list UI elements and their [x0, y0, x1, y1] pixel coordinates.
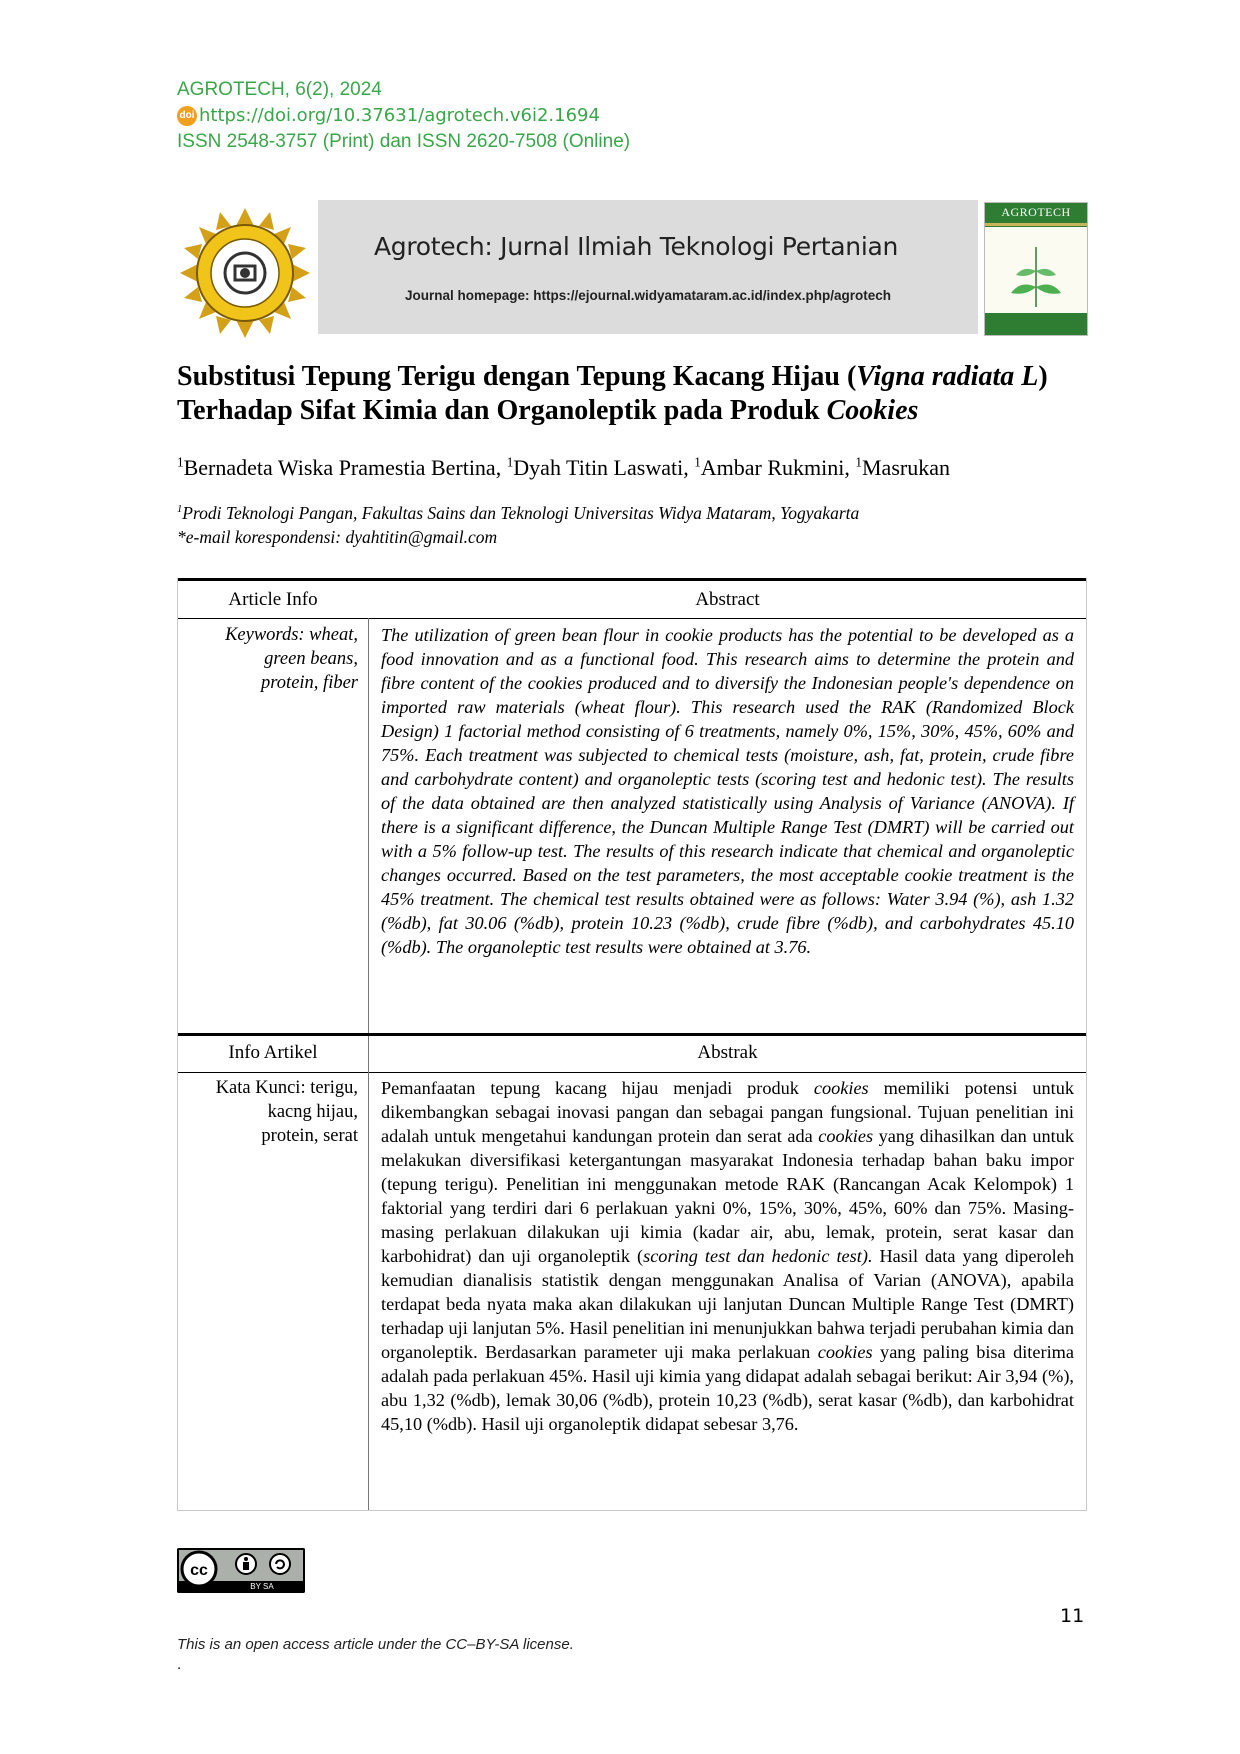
- journal-issn: ISSN 2548-3757 (Print) dan ISSN 2620-7508 (Online): [177, 131, 631, 152]
- cover-leaf-ornament: [985, 227, 1087, 313]
- corresponding-email[interactable]: *e-mail korespondensi: dyahtitin@gmail.com: [177, 527, 498, 547]
- cover-body: [985, 227, 1087, 313]
- university-seal-logo: [178, 206, 312, 340]
- section-rule: [178, 1033, 1086, 1036]
- article-info-header: Article Info: [228, 589, 318, 610]
- affiliation-block: [177, 501, 1077, 549]
- author-name: Ambar Rukmini,: [700, 455, 856, 480]
- journal-meta: [177, 77, 630, 155]
- author-name: Bernadeta Wiska Pramestia Bertina,: [183, 455, 507, 480]
- paper-title: Substitusi Tepung Terigu dengan Tepung Kacang Hijau (Vigna radiata L) Terhadap Sifat Kimia dan Organoleptik pada Produk Cookies: [177, 361, 1048, 426]
- svg-text:cc: cc: [190, 1562, 208, 1579]
- trailing-dot: .: [177, 1656, 182, 1673]
- author-name: Masrukan: [862, 455, 950, 480]
- table-top-rule: [178, 578, 1086, 581]
- column-divider-id: [368, 1036, 369, 1510]
- column-divider: [368, 618, 369, 1033]
- keywords-id: Kata Kunci: terigu, kacng hijau, protein, serat: [215, 1078, 358, 1146]
- abstrak-header: Abstrak: [697, 1042, 758, 1063]
- doi-line: [177, 103, 630, 129]
- journal-banner-title: Agrotech: Jurnal Ilmiah Teknologi Pertanian: [374, 232, 899, 261]
- info-artikel-header: Info Artikel: [228, 1042, 318, 1063]
- sa-icon: [270, 1554, 290, 1574]
- svg-text:BY SA: BY SA: [250, 1582, 274, 1591]
- doi-icon: doi: [177, 106, 197, 126]
- header-rule: [178, 618, 1086, 619]
- affiliation: $^1$Prodi Teknologi Pangan, Fakultas Sains dan Teknologi Universitas Widya Mataram, Yogyakarta: [177, 503, 860, 523]
- cover-title: AGROTECH: [985, 203, 1087, 227]
- journal-banner: [318, 200, 978, 334]
- journal-cover-thumbnail: [984, 202, 1088, 336]
- license-text: This is an open access article under the CC–BY-SA license.: [177, 1636, 574, 1653]
- cover-stripe: [985, 223, 1087, 226]
- page-number: 11: [1060, 1605, 1085, 1627]
- author-list: $^1$Bernadeta Wiska Pramestia Bertina, $^1$Dyah Titin Laswati, $^1$Ambar Rukmini, $^1$Masrukan: [177, 454, 950, 480]
- article-info-table: [177, 578, 1087, 1511]
- header-rule-id: [178, 1072, 1086, 1073]
- journal-homepage[interactable]: Journal homepage: https://ejournal.widyamataram.ac.id/index.php/agrotech: [404, 288, 892, 303]
- journal-citation: AGROTECH, 6(2), 2024: [177, 79, 382, 100]
- abstract-en: The utilization of green bean flour in cookie products has the potential to be developed as a food innovation and as a functional food. This research aims to determine the protein and fibre content of the cookies produced and to diversify the Indonesian people's dependence on imported raw materials (wheat flour). This research used the RAK (Randomized Block Design) 1 factorial method consisting of 6 treatments, namely 0%, 15%, 30%, 45%, 60% and 75%. Each treatment was subjected to chemical tests (moisture, ash, fat, protein, crude fibre and carbohydrate content) and organoleptic tests (scoring test and hedonic test). The results of the data obtained are then analyzed statistically using Analysis of Variance (ANOVA). If there is a significant difference, the Duncan Multiple Range Test (DMRT) will be carried out with a 5% follow-up test. The results of this research indicate that chemical and organoleptic changes occurred. Based on the test parameters, the most acceptable cookie treatment is the 45% treatment. The chemical test results obtained were as follows: Water 3.94 (%), ash 1.32 (%db), fat 30.06 (%db), protein 10.23 (%db), crude fibre (%db), and carbohydrates 45.10 (%db). The organoleptic test results were obtained at 3.76.: [381, 625, 1074, 957]
- cc-by-sa-badge[interactable]: [177, 1548, 305, 1593]
- doi-link[interactable]: https://doi.org/10.37631/agrotech.v6i2.1694: [199, 105, 600, 126]
- cover-footer: [985, 313, 1087, 335]
- abstract-id: Pemanfaatan tepung kacang hijau menjadi produk cookies memiliki potensi untuk dikembangkan sebagai inovasi pangan dan sebagai pangan fungsional. Tujuan penelitian ini adalah untuk mengetahui kandungan protein dan serat ada cookies yang dihasilkan dan untuk melakukan diversifikasi ketergantungan masyarakat Indonesia terhadap bahan baku impor (tepung terigu). Penelitian ini menggunakan metode RAK (Rancangan Acak Kelompok) 1 faktorial yang terdiri dari 6 perlakuan yakni 0%, 15%, 30%, 45%, 60% dan 75%. Masing-masing perlakuan dilakukan uji kimia (kadar air, abu, lemak, protein, serat kasar dan karbohidrat) dan uji organoleptik (scoring test dan hedonic test). Hasil data yang diperoleh kemudian dianalisis statistik dengan menggunakan Analisa of Varian (ANOVA), apabila terdapat beda nyata maka akan dilakukan uji lanjutan Duncan Multiple Range Test (DMRT) terhadap uji lanjutan 5%. Hasil penelitian ini menunjukkan bahwa terjadi perubahan kimia dan organoleptik. Berdasarkan parameter uji maka perlakuan cookies yang paling bisa diterima adalah pada perlakuan 45%. Hasil uji kimia yang didapat adalah sebagai berikut: Air 3,94 (%), abu 1,32 (%db), lemak 30,06 (%db), protein 10,23 (%db), serat kasar (%db), dan karbohidrat 45,10 (%db). Hasil uji organoleptik didapat sebesar 3,76.: [381, 1078, 1075, 1434]
- author-name: Dyah Titin Laswati,: [513, 455, 695, 480]
- keywords-en: Keywords: wheat, green beans, protein, fiber: [225, 625, 358, 693]
- abstract-header: Abstract: [695, 589, 760, 610]
